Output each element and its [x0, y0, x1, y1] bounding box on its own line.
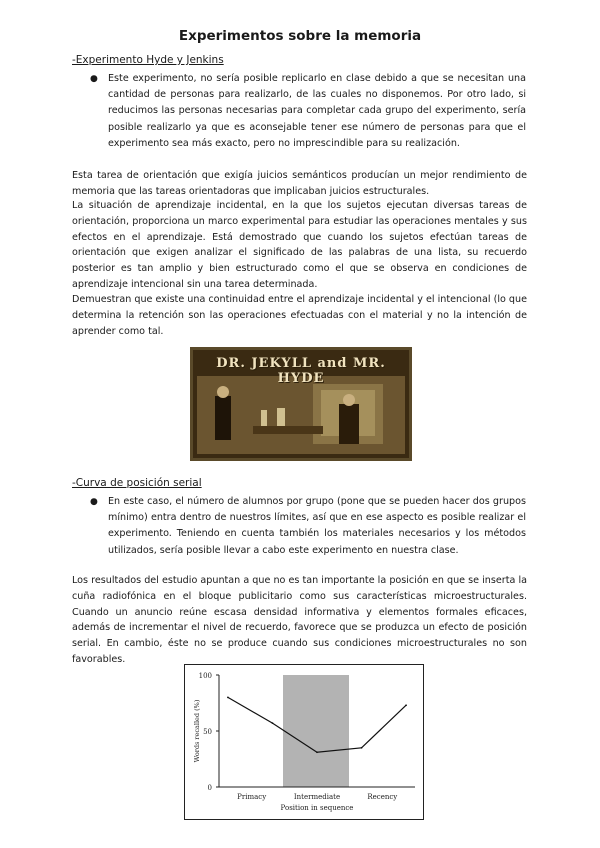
y-axis-title: Words recalled (%) [193, 699, 201, 763]
data-point [361, 747, 363, 749]
paragraph-results: Los resultados del estudio apuntan a que no es tan importante la posición en que se inserta la cuña radiofónica en el bloque publicitario como sus características microestructurales. Cuando un anuncio reúne escasa densidad informativa y elementos formales eficaces, además de incrementar el nivel de recuerdo, favorece que se produzca un efecto de posición serial. En cambio, éste no se produce cuando sus condiciones microestructurales no son favorables. [72, 575, 527, 665]
poster-title: DR. JEKYLL and MR. HYDE [216, 356, 386, 386]
paragraph-continuity: Demuestran que existe una continuidad entre el aprendizaje incidental y el intencional (lo que determina la retención son las operaciones efectuadas con el material y no la intención de aprender como tal. [72, 294, 527, 337]
intermediate-shaded-region [283, 675, 349, 787]
data-point [272, 722, 274, 724]
data-point [227, 697, 229, 699]
jekyll-hyde-image [190, 347, 412, 461]
bullet-dot-icon: ● [90, 74, 98, 84]
y-tick-label: 100 [198, 672, 212, 680]
bullet-item [90, 494, 526, 559]
bullet-item [90, 71, 526, 152]
y-tick-label: 50 [203, 728, 212, 736]
x-category-label: Primacy [237, 793, 267, 801]
serial-position-chart [184, 664, 424, 820]
section-heading-hyde-jenkins: -Experimento Hyde y Jenkins [72, 54, 224, 66]
x-category-label: Intermediate [293, 793, 341, 801]
x-category-label: Recency [367, 793, 398, 801]
data-point [405, 704, 407, 706]
bullet-text: En este caso, el número de alumnos por grupo (pone que se pueden hacer dos grupos mínimo) entra dentro de nuestros límites, así que en ese aspecto es posible realizar el experimento. Teniendo en cuenta también los materiales necesarios y los métodos utilizados, sería posible llevar a cabo este experimento en nuestra clase. [108, 496, 526, 556]
paragraph-incidental-learning: La situación de aprendizaje incidental, en la que los sujetos ejecutan diversas tareas de orientación, proporciona un marco experimental para estudiar las operaciones mentales y sus efectos en el aprendizaje. Está demostrado que cuando los sujetos efectúan tareas de orientación que exigen analizar el significado de las palabras de una lista, su recuerdo posterior es tan amplio y bien estructurado como el que se observa en condiciones de aprendizaje intencional sin una tarea determinada. [72, 200, 527, 290]
paragraph-semantic-judgments: Esta tarea de orientación que exigía juicios semánticos producían un mejor rendimiento de memoria que las tareas orientadoras que implicaban juicios estructurales. [72, 170, 527, 197]
section-heading-serial-position: -Curva de posición serial [72, 477, 202, 489]
page-title: Experimentos sobre la memoria [178, 28, 422, 44]
bullet-text: Este experimento, no sería posible replicarlo en clase debido a que se necesitan una cantidad de personas para realizarlo, de las cuales no disponemos. Por otro lado, si reducimos las personas necesarias para completar cada grupo del experimento, sería posible realizarlo ya que es aconsejable tener ese número de personas para que el experimento sea más exacto, pero no imprescindible para su realización. [108, 73, 526, 149]
x-axis-title: Position in sequence [280, 804, 354, 812]
bullet-dot-icon: ● [90, 497, 98, 507]
y-tick-label: 0 [207, 784, 212, 792]
data-point [316, 751, 318, 753]
